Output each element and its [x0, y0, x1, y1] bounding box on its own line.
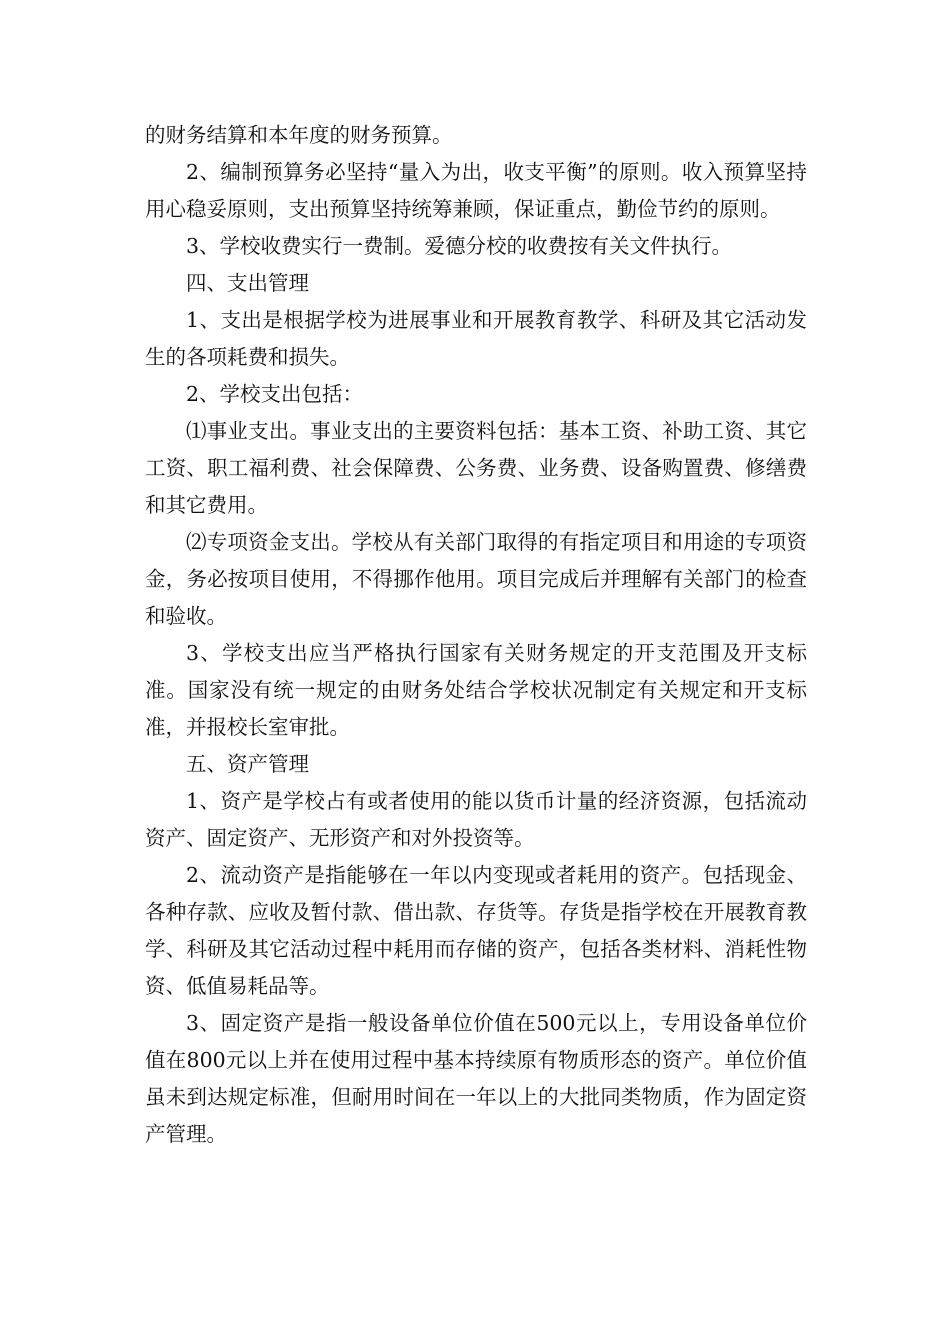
paragraph-assets-definition: 1、资产是学校占有或者使用的能以货币计量的经济资源，包括流动资产、固定资产、无形资产和对外投资等。	[145, 789, 807, 850]
paragraph-fixed-assets: 3、固定资产是指一般设备单位价值在500元以上，专用设备单位价值在800元以上并在使用过程中基本持续原有物质形态的资产。单位价值虽未到达规定标准，但耐用时间在一年以上的大批同类物质，作为固定资产管理。	[145, 1011, 807, 1146]
paragraph-fee-system: 3、学校收费实行一费制。爱德分校的收费按有关文件执行。	[186, 234, 733, 258]
paragraph-budget-principles: 2、编制预算务必坚持“量入为出，收支平衡”的原则。收入预算坚持用心稳妥原则，支出预算坚持统筹兼顾，保证重点，勤俭节约的原则。	[145, 160, 807, 221]
paragraph-expenditure-definition: 1、支出是根据学校为进展事业和开展教育教学、科研及其它活动发生的各项耗费和损失。	[145, 308, 807, 369]
paragraph-expenditure-includes: 2、学校支出包括：	[186, 382, 364, 406]
paragraph-continuation: 的财务结算和本年度的财务预算。	[145, 123, 453, 147]
paragraph-operating-expenditure: ⑴事业支出。事业支出的主要资料包括：基本工资、补助工资、其它工资、职工福利费、社会保障费、公务费、业务费、设备购置费、修缮费和其它费用。	[145, 419, 807, 517]
section-heading-assets: 五、资产管理	[186, 752, 309, 776]
paragraph-expenditure-standards: 3、学校支出应当严格执行国家有关财务规定的开支范围及开支标准。国家没有统一规定的由财务处结合学校状况制定有关规定和开支标准，并报校长室审批。	[145, 641, 807, 739]
document-body	[145, 117, 807, 1153]
paragraph-special-funds: ⑵专项资金支出。学校从有关部门取得的有指定项目和用途的专项资金，务必按项目使用，不得挪作他用。项目完成后并理解有关部门的检查和验收。	[145, 530, 807, 628]
paragraph-current-assets: 2、流动资产是指能够在一年以内变现或者耗用的资产。包括现金、各种存款、应收及暂付款、借出款、存货等。存货是指学校在开展教育教学、科研及其它活动过程中耗用而存储的资产，包括各类材料、消耗性物资、低值易耗品等。	[145, 863, 807, 998]
section-heading-expenditure: 四、支出管理	[186, 271, 309, 295]
